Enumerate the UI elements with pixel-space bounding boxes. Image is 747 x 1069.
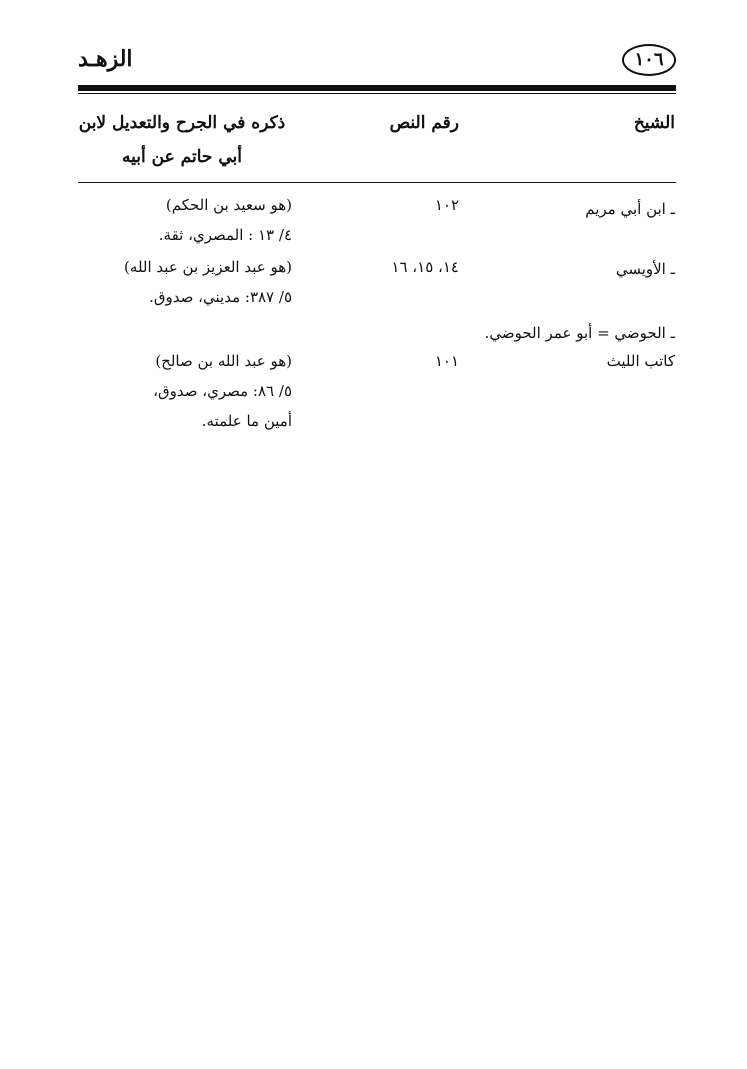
column-header-text-number: رقم النص	[389, 113, 459, 133]
row-1-text-number: ١٠٢	[434, 196, 459, 214]
column-header-shaykh: الشيخ	[633, 113, 675, 133]
row-1-mention-line1: (هو سعيد بن الحكم)	[165, 196, 292, 214]
row-4-mention-line1: (هو عبد الله بن صالح)	[155, 352, 292, 370]
row-4-text-number: ١٠١	[434, 352, 459, 370]
row-4-shaykh: كاتب الليث	[606, 352, 675, 370]
row-1-mention-line2: ٤/ ١٣ : المصري، ثقة.	[158, 226, 292, 244]
book-title: الزهـد	[78, 46, 133, 72]
row-4-mention	[153, 346, 292, 436]
row-3-shaykh: ـ الحوضي = أبو عمر الحوضي.	[484, 324, 675, 342]
column-header-mention-line2: أبي حاتم عن أبيه	[122, 147, 242, 167]
column-header-mention	[72, 106, 292, 174]
row-2-mention-line2: ٥/ ٣٨٧: مديني، صدوق.	[149, 288, 292, 306]
column-header-mention-line1: ذكره في الجرح والتعديل لابن	[78, 113, 286, 133]
row-1-shaykh: ـ ابن أبي مريم	[585, 200, 675, 218]
row-2-mention-line1: (هو عبد العزيز بن عبد الله)	[124, 258, 292, 276]
page-number: ١٠٦	[622, 44, 676, 76]
row-2-mention	[124, 252, 292, 312]
row-2-shaykh: ـ الأويسي	[615, 260, 675, 278]
row-4-mention-line2: ٥/ ٨٦: مصري، صدوق،	[153, 382, 292, 400]
column-header-rule	[78, 182, 676, 183]
header-rule-thin	[78, 93, 676, 94]
row-1-mention	[159, 190, 292, 250]
page-header	[78, 44, 676, 84]
row-2-text-number: ١٤، ١٥، ١٦	[391, 258, 459, 276]
row-4-mention-line3: أمين ما علمته.	[201, 412, 292, 430]
header-rule-thick	[78, 85, 676, 91]
